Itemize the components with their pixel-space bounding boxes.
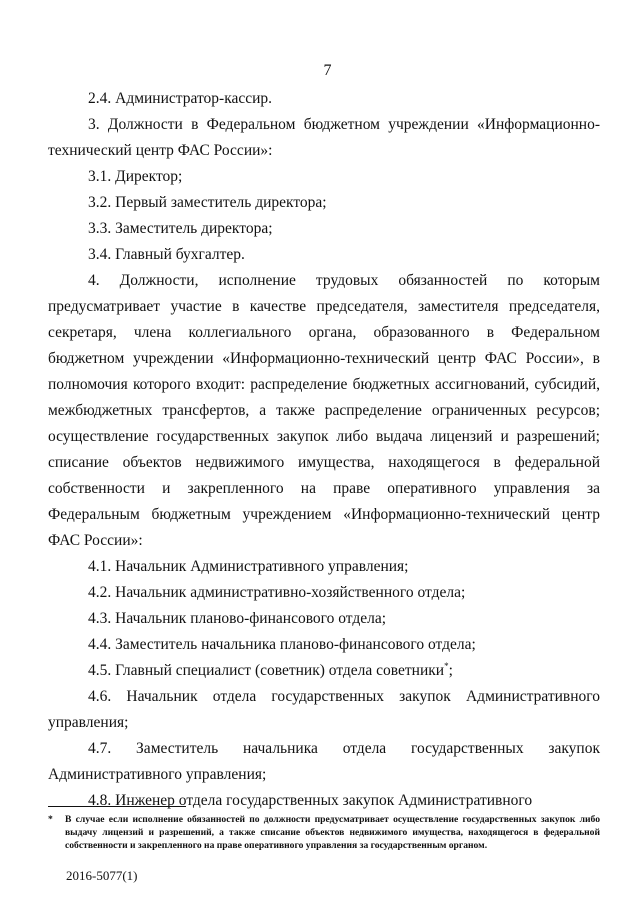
paragraph-3-3: 3.3. Заместитель директора; xyxy=(88,220,273,237)
paragraph-4-3: 4.3. Начальник планово-финансового отдела; xyxy=(88,610,387,627)
paragraph-4-5-text: 4.5. Главный специалист (советник) отдела советники xyxy=(88,662,445,679)
document-code: 2016-5077(1) xyxy=(66,868,138,883)
paragraph-4-5-end: ; xyxy=(448,662,453,679)
footnote-divider xyxy=(48,806,186,807)
paragraph-4: 4. Должности, исполнение трудовых обязанностей по которым предусматривает участие в качестве председателя, заместителя председателя, секретаря, члена коллегиального органа, образованного в Федеральном бюджетном учреждении «Информационно-технический центр ФАС России», в полномочия которого входит: распределение бюджетных ассигнований, субсидий, межбюджетных трансфертов, а также распределение ограниченных ресурсов; осуществление государственных закупок либо выдача лицензий и разрешений; списание объектов недвижимого имущества, находящегося в федеральной собственности и закрепленного на праве оперативного управления за Федеральным бюджетным учреждением «Информационно-технический центр ФАС России»: xyxy=(48,272,600,549)
paragraph-4-7: 4.7. Заместитель начальника отдела государственных закупок Административного управления; xyxy=(48,740,600,783)
paragraph-4-6: 4.6. Начальник отдела государственных закупок Административного управления; xyxy=(48,688,600,731)
paragraph-4-1: 4.1. Начальник Административного управления; xyxy=(88,558,409,575)
footnote xyxy=(48,813,600,852)
paragraph-3-4: 3.4. Главный бухгалтер. xyxy=(88,246,245,263)
paragraph-2-4: 2.4. Администратор-кассир. xyxy=(88,90,273,107)
paragraph-4-2: 4.2. Начальник административно-хозяйственного отдела; xyxy=(88,584,466,601)
paragraph-4-8: 4.8. Инженер отдела государственных закупок Административного xyxy=(88,792,533,809)
footnote-marker: * xyxy=(48,814,53,825)
page-number: 7 xyxy=(323,62,332,79)
paragraph-4-4: 4.4. Заместитель начальника планово-финансового отдела; xyxy=(88,636,476,653)
paragraph-3: 3. Должности в Федеральном бюджетном учреждении «Информационно-технический центр ФАС России»: xyxy=(48,116,600,159)
paragraph-3-1: 3.1. Директор; xyxy=(88,168,183,185)
document-body xyxy=(48,86,600,814)
paragraph-4-5 xyxy=(48,658,600,684)
footnote-reference-marker: * xyxy=(444,660,449,671)
footnote-text: В случае если исполнение обязанностей по должности предусматривает осуществление государственных закупок либо выдачу лицензий и разрешений, а также списание объектов недвижимого имущества, находящегося в федеральной собственности и закрепленного на праве оперативного управления за государственным органом. xyxy=(65,814,600,851)
paragraph-3-2: 3.2. Первый заместитель директора; xyxy=(88,194,327,211)
